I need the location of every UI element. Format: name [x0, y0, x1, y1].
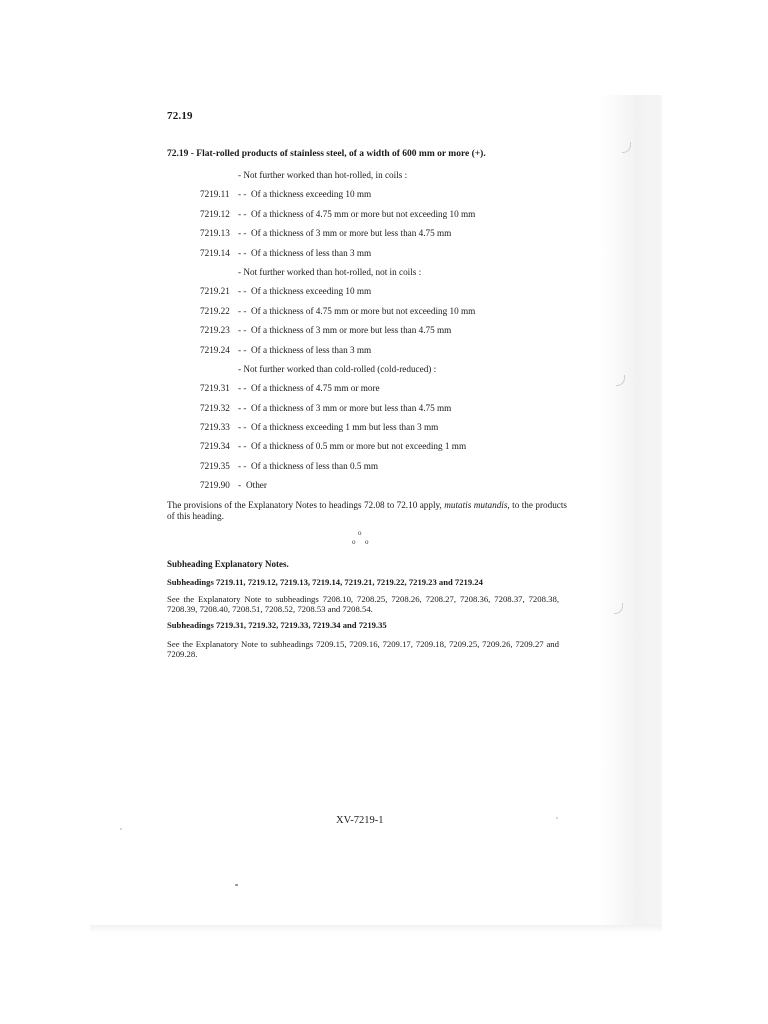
tariff-description: Of a thickness of less than 3 mm: [251, 247, 372, 258]
tariff-code: [200, 360, 238, 379]
page-footer: XV-7219-1: [336, 815, 384, 826]
tariff-code: 7219.11: [200, 189, 230, 200]
section-ornament: [351, 530, 371, 548]
tariff-code: 7219.23: [200, 325, 230, 336]
tariff-description: - Not further worked than cold-rolled (cold-reduced) :: [238, 363, 437, 374]
subheading-notes-title: Subheading Explanatory Notes.: [167, 559, 289, 569]
tariff-code: 7219.33: [200, 422, 230, 433]
tariff-description: Of a thickness of 4.75 mm or more but not exceeding 10 mm: [251, 208, 476, 219]
tariff-code: 7219.34: [200, 441, 230, 452]
tariff-row: [200, 379, 600, 398]
tariff-description: Of a thickness of 4.75 mm or more but not exceeding 10 mm: [251, 305, 476, 316]
tariff-row: [200, 244, 600, 263]
ornament-dot-top: o: [358, 529, 362, 537]
tariff-code: 7219.90: [200, 480, 230, 491]
tariff-row: [200, 205, 600, 224]
provisions-paragraph: [167, 500, 567, 521]
tariff-code: [200, 166, 238, 185]
tariff-group-heading: [200, 166, 600, 185]
tariff-dash: - -: [238, 383, 247, 394]
tariff-row: [200, 437, 600, 456]
heading-separator: -: [190, 149, 194, 159]
paper-edge-shadow: [600, 95, 662, 925]
tariff-group-heading: [200, 360, 600, 379]
tariff-code: 7219.32: [200, 402, 230, 413]
tariff-description: Of a thickness of 3 mm or more but less than 4.75 mm: [251, 228, 452, 239]
tariff-description: Of a thickness of less than 0.5 mm: [251, 460, 379, 471]
tariff-dash: - -: [238, 402, 247, 413]
tariff-code: 7219.31: [200, 383, 230, 394]
tariff-row: [200, 282, 600, 301]
scan-speck: [120, 828, 122, 830]
tariff-row: [200, 321, 600, 340]
tariff-description: Of a thickness of 3 mm or more but less than 4.75 mm: [251, 325, 452, 336]
paper-bottom-shadow: [90, 925, 662, 933]
provisions-italic: mutatis mutandis: [444, 500, 508, 510]
tariff-row: [200, 302, 600, 321]
tariff-code: 7219.21: [200, 286, 230, 297]
ornament-dot-bottom-right: o: [365, 538, 369, 546]
scan-speck: [556, 817, 558, 819]
tariff-code: 7219.22: [200, 305, 230, 316]
subheading-group1-text: See the Explanatory Note to subheadings 7208.10, 7208.25, 7208.26, 7208.27, 7208.36, 7208.37, 7208.38, 7208.39, 7208.40, 7208.51, 7208.52, 7208.53 and 7208.54.: [167, 594, 559, 614]
tariff-description: Of a thickness of 4.75 mm or more: [251, 383, 380, 394]
tariff-dash: - -: [238, 460, 247, 471]
subheading-group1-heading: Subheadings 7219.11, 7219.12, 7219.13, 7219.14, 7219.21, 7219.22, 7219.23 and 7219.24: [167, 577, 483, 587]
tariff-dash: - -: [238, 208, 247, 219]
tariff-description: Of a thickness of less than 3 mm: [251, 344, 372, 355]
tariff-description: Of a thickness of 3 mm or more but less than 4.75 mm: [251, 402, 452, 413]
tariff-code: 7219.14: [200, 247, 230, 258]
heading-title: Flat-rolled products of stainless steel, of a width of 600 mm or more (+).: [196, 149, 486, 159]
tariff-row: [200, 399, 600, 418]
tariff-code: 7219.24: [200, 344, 230, 355]
tariff-dash: - -: [238, 247, 247, 258]
tariff-description: Other: [246, 480, 267, 491]
provisions-text-after: , to the products of this heading.: [167, 500, 567, 521]
tariff-dash: - -: [238, 441, 247, 452]
tariff-list: [200, 166, 600, 496]
tariff-row: [200, 224, 600, 243]
scan-speck: [235, 884, 238, 886]
ornament-dot-bottom-left: o: [352, 538, 356, 546]
tariff-description: Of a thickness exceeding 10 mm: [251, 189, 372, 200]
tariff-description: Of a thickness exceeding 10 mm: [251, 286, 372, 297]
tariff-dash: - -: [238, 228, 247, 239]
tariff-row: [200, 185, 600, 204]
tariff-code: 7219.13: [200, 228, 230, 239]
tariff-row: [200, 457, 600, 476]
tariff-description: Of a thickness of 0.5 mm or more but not exceeding 1 mm: [251, 441, 467, 452]
provisions-text-before: The provisions of the Explanatory Notes to headings 72.08 to 72.10 apply,: [167, 500, 445, 510]
tariff-dash: - -: [238, 344, 247, 355]
page-header: 72.19: [167, 110, 193, 122]
tariff-code: [200, 263, 238, 282]
tariff-row: [200, 341, 600, 360]
tariff-description: Of a thickness exceeding 1 mm but less than 3 mm: [251, 422, 439, 433]
tariff-dash: - -: [238, 325, 247, 336]
heading-code: 72.19: [167, 149, 189, 159]
tariff-description: - Not further worked than hot-rolled, not in coils :: [238, 266, 422, 277]
tariff-dash: - -: [238, 189, 247, 200]
tariff-dash: -: [238, 480, 242, 491]
heading-title-line: [167, 149, 486, 159]
tariff-group-heading: [200, 263, 600, 282]
tariff-dash: - -: [238, 286, 247, 297]
tariff-row: [200, 476, 600, 495]
tariff-code: 7219.12: [200, 208, 230, 219]
subheading-group2-heading: Subheadings 7219.31, 7219.32, 7219.33, 7219.34 and 7219.35: [167, 620, 387, 630]
tariff-row: [200, 418, 600, 437]
tariff-code: 7219.35: [200, 460, 230, 471]
subheading-group2-text: See the Explanatory Note to subheadings 7209.15, 7209.16, 7209.17, 7209.18, 7209.25, 7209.26, 7209.27 and 7209.28.: [167, 639, 559, 659]
tariff-dash: - -: [238, 305, 247, 316]
tariff-description: - Not further worked than hot-rolled, in coils :: [238, 170, 408, 180]
tariff-dash: - -: [238, 422, 247, 433]
